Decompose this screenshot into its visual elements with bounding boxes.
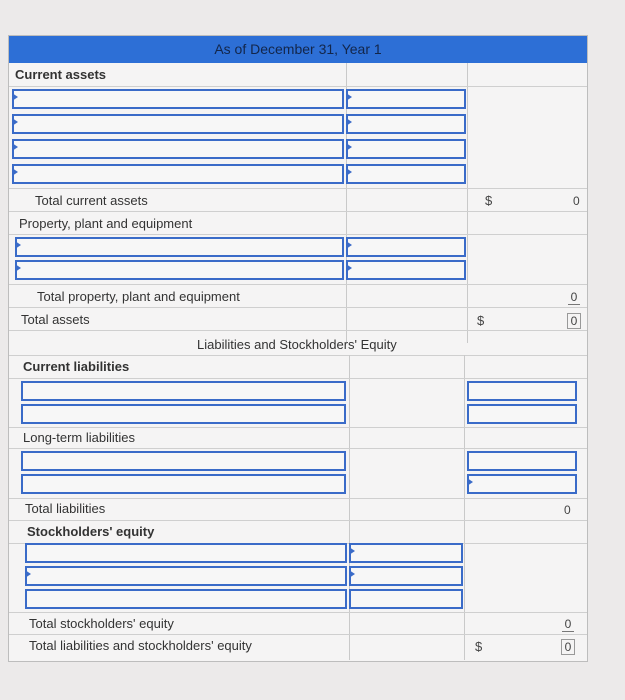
long-term-liability-amount-2[interactable] — [467, 474, 577, 494]
row-marker-icon — [346, 93, 352, 101]
equity-amount-1[interactable] — [349, 543, 463, 563]
row-marker-icon — [346, 168, 352, 176]
current-asset-amount-3[interactable] — [346, 139, 466, 159]
row-marker-icon — [349, 547, 355, 555]
ppe-name-1[interactable] — [15, 237, 344, 257]
balance-sheet — [8, 35, 588, 662]
equity-name-1[interactable] — [25, 543, 347, 563]
current-asset-amount-2[interactable] — [346, 114, 466, 134]
row-marker-icon — [346, 143, 352, 151]
current-assets-heading: Current assets — [15, 67, 107, 82]
row-marker-icon — [349, 570, 355, 578]
total-liab-se-label: Total liabilities and stockholders' equity — [29, 638, 252, 653]
current-asset-name-4[interactable] — [12, 164, 344, 184]
total-current-assets-label: Total current assets — [35, 193, 148, 208]
current-asset-amount-1[interactable] — [346, 89, 466, 109]
row-marker-icon — [346, 118, 352, 126]
row-marker-icon — [12, 168, 18, 176]
long-term-liability-name-2[interactable] — [21, 474, 346, 494]
row-marker-icon — [15, 241, 21, 249]
liabilities-equity-heading: Liabilities and Stockholders' Equity — [197, 337, 397, 352]
row-marker-icon — [12, 143, 18, 151]
current-asset-amount-4[interactable] — [346, 164, 466, 184]
row-marker-icon — [467, 478, 473, 486]
row-marker-icon — [346, 241, 352, 249]
total-current-assets-value: 0 — [573, 194, 580, 208]
ppe-amount-2[interactable] — [346, 260, 466, 280]
row-marker-icon — [15, 264, 21, 272]
dollar-sign: $ — [477, 313, 485, 328]
current-asset-name-1[interactable] — [12, 89, 344, 109]
row-marker-icon — [12, 118, 18, 126]
equity-amount-2[interactable] — [349, 566, 463, 586]
long-term-liabilities-heading: Long-term liabilities — [23, 430, 135, 445]
current-asset-name-3[interactable] — [12, 139, 344, 159]
total-liabilities-value: 0 — [564, 503, 571, 517]
total-ppe-value: 0 — [568, 290, 580, 305]
current-liability-name-1[interactable] — [21, 381, 346, 401]
equity-name-3[interactable] — [25, 589, 347, 609]
ppe-name-2[interactable] — [15, 260, 344, 280]
equity-amount-3[interactable] — [349, 589, 463, 609]
ppe-amount-1[interactable] — [346, 237, 466, 257]
dollar-sign: $ — [475, 639, 483, 654]
total-se-label: Total stockholders' equity — [29, 616, 174, 631]
long-term-liability-amount-1[interactable] — [467, 451, 577, 471]
total-assets-value: 0 — [567, 313, 581, 329]
current-asset-name-2[interactable] — [12, 114, 344, 134]
current-liability-amount-1[interactable] — [467, 381, 577, 401]
ppe-heading: Property, plant and equipment — [19, 216, 193, 231]
row-marker-icon — [25, 570, 31, 578]
current-liabilities-heading: Current liabilities — [23, 359, 130, 374]
equity-name-2[interactable] — [25, 566, 347, 586]
current-liability-name-2[interactable] — [21, 404, 346, 424]
row-marker-icon — [12, 93, 18, 101]
long-term-liability-name-1[interactable] — [21, 451, 346, 471]
stockholders-equity-heading: Stockholders' equity — [27, 524, 155, 539]
total-liabilities-label: Total liabilities — [25, 501, 106, 516]
total-se-value: 0 — [562, 617, 574, 632]
dollar-sign: $ — [485, 193, 493, 208]
total-liab-se-value: 0 — [561, 639, 575, 655]
header-bar — [9, 36, 587, 63]
sheet-title: As of December 31, Year 1 — [214, 41, 382, 57]
total-ppe-label: Total property, plant and equipment — [37, 289, 240, 304]
total-assets-label: Total assets — [21, 312, 90, 327]
row-marker-icon — [346, 264, 352, 272]
current-liability-amount-2[interactable] — [467, 404, 577, 424]
